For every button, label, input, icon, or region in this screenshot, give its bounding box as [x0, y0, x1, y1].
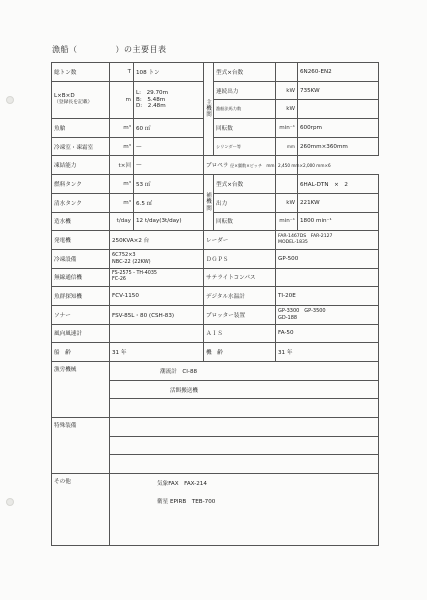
- water-thermometer-label: デジタル水温計: [204, 287, 276, 306]
- plotter-value: GP-3300 GP-3500 GD-188: [276, 305, 379, 324]
- freezing-capacity-unit: t×回: [110, 156, 134, 175]
- propeller-label: プロペラ 径×翼数×ピッチ mm: [204, 156, 276, 175]
- freezer-room-value: —: [134, 137, 204, 156]
- gross-tonnage-label: 総トン数: [52, 63, 110, 82]
- gross-tonnage-value: 108 トン: [134, 63, 204, 82]
- refrigeration-label: 冷凍設備: [52, 249, 110, 268]
- refrigeration-value: 6C752×3 NBC-22 (22KW): [110, 249, 204, 268]
- dimensions-label: L×B×D （登録長を記載）: [52, 81, 110, 118]
- main-engine-rpm-value: 600rpm: [298, 119, 379, 138]
- cylinder-label: シリンダー等: [214, 137, 276, 156]
- fuel-tank-value: 53 ㎥: [134, 175, 204, 194]
- radio-label: 無線通信機: [52, 268, 110, 287]
- fish-hold-label: 魚艙: [52, 119, 110, 138]
- fish-finder-value: FCV-1150: [110, 287, 204, 306]
- ais-value: FA-50: [276, 324, 379, 343]
- aux-engine-rpm-unit: min⁻¹: [276, 212, 298, 231]
- aux-engine-type-value: 6HAL-DTN × 2: [298, 175, 379, 194]
- other-label: その他: [52, 474, 110, 546]
- plotter-label: プロッター装置: [204, 305, 276, 324]
- freezer-room-unit: m³: [110, 137, 134, 156]
- page-title: 漁船（ ）の主要目表: [52, 45, 167, 54]
- fuel-tank-unit: m³: [110, 175, 134, 194]
- anemometer-label: 風向風速計: [52, 324, 110, 343]
- other-item: 気象FAX FAX-214: [110, 474, 379, 492]
- freezing-capacity-label: 凍結能力: [52, 156, 110, 175]
- main-engine-rpm-unit: min⁻¹: [276, 119, 298, 138]
- aux-engine-output-value: 221KW: [298, 193, 379, 212]
- freezer-room-label: 冷凍室・凍霜室: [52, 137, 110, 156]
- main-engine-type-value: 6N260-EN2: [298, 63, 379, 82]
- fishing-gear-label: 漁労機械: [52, 362, 110, 418]
- water-tank-label: 清水タンク: [52, 193, 110, 212]
- aux-engine-output-label: 出力: [214, 193, 276, 212]
- sonar-label: ソナー: [52, 305, 110, 324]
- main-engine-hp-unit: kW: [276, 100, 298, 119]
- propeller-value: 2,450 mm×2,000 mm×6: [276, 156, 298, 175]
- fuel-tank-label: 燃料タンク: [52, 175, 110, 194]
- punch-hole: [6, 498, 14, 506]
- cylinder-value: 260mm×360mm: [298, 137, 379, 156]
- desalinator-value: 12 t/day(3t/day): [134, 212, 204, 231]
- engine-age-value: 31 年: [276, 343, 379, 362]
- satellite-compass-label: サテライトコンパス: [204, 268, 276, 287]
- ship-age-value: 31 年: [110, 343, 204, 362]
- anemometer-value: [110, 324, 204, 343]
- special-equipment-item: [110, 455, 379, 474]
- fishing-gear-item: [110, 399, 379, 418]
- main-engine-hp-value: [298, 100, 379, 119]
- ais-label: ＡＩＳ: [204, 324, 276, 343]
- aux-engine-rpm-label: 回転数: [214, 212, 276, 231]
- special-equipment-label: 特殊装備: [52, 418, 110, 474]
- spec-table: [51, 62, 379, 546]
- punch-hole: [6, 96, 14, 104]
- water-tank-value: 6.5 ㎥: [134, 193, 204, 212]
- engine-age-label: 機 齢: [204, 343, 276, 362]
- aux-engine-rpm-value: 1800 min⁻¹: [298, 212, 379, 231]
- water-thermometer-value: TI-20E: [276, 287, 379, 306]
- fish-finder-label: 魚群探知機: [52, 287, 110, 306]
- other-item: 衛星 EPIRB TEB-700: [110, 492, 379, 510]
- desalinator-unit: t/day: [110, 212, 134, 231]
- main-engine-rpm-label: 回転数: [214, 119, 276, 138]
- satellite-compass-value: [276, 268, 379, 287]
- aux-engine-type-label: 型式×台数: [214, 175, 276, 194]
- fishing-gear-item: 潮流計 CI-88: [110, 362, 379, 381]
- aux-engine-output-unit: kW: [276, 193, 298, 212]
- main-engine-group-label: 主機関: [204, 63, 214, 156]
- main-engine-output-value: 735KW: [298, 81, 379, 100]
- sonar-value: FSV-85L・80 (CSH-83): [110, 305, 204, 324]
- generator-value: 250KVA×2 台: [110, 231, 204, 250]
- special-equipment-item: [110, 436, 379, 455]
- dimensions-unit: m: [110, 81, 134, 118]
- cylinder-unit: mm: [276, 137, 298, 156]
- generator-label: 発電機: [52, 231, 110, 250]
- special-equipment-item: [110, 418, 379, 437]
- water-tank-unit: m³: [110, 193, 134, 212]
- radio-value: FS-2575・TH-4035 FC-26: [110, 268, 204, 287]
- fishing-gear-item: 活餌搬送機: [110, 380, 379, 399]
- dgps-label: ＤＧＰＳ: [204, 249, 276, 268]
- fish-hold-unit: m³: [110, 119, 134, 138]
- ship-age-label: 船 齢: [52, 343, 110, 362]
- aux-engine-group-label: 補機関: [204, 175, 214, 231]
- main-engine-hp-label: 漁船法馬力数: [214, 100, 276, 119]
- other-item: [110, 527, 379, 545]
- radar-label: レーダー: [204, 231, 276, 250]
- gross-tonnage-unit: T: [110, 63, 134, 82]
- main-engine-output-unit: kW: [276, 81, 298, 100]
- main-engine-type-label: 型式×台数: [214, 63, 276, 82]
- fish-hold-value: 60 ㎥: [134, 119, 204, 138]
- other-item: [110, 510, 379, 528]
- main-engine-output-label: 連続出力: [214, 81, 276, 100]
- dgps-value: GP-500: [276, 249, 379, 268]
- freezing-capacity-value: —: [134, 156, 204, 175]
- radar-value: FAR-1467DS FAR-2127 MODEL-1835: [276, 231, 379, 250]
- desalinator-label: 造水機: [52, 212, 110, 231]
- dimensions-values: L: 29.70m B: 5.48m D: 2.48m: [134, 81, 204, 118]
